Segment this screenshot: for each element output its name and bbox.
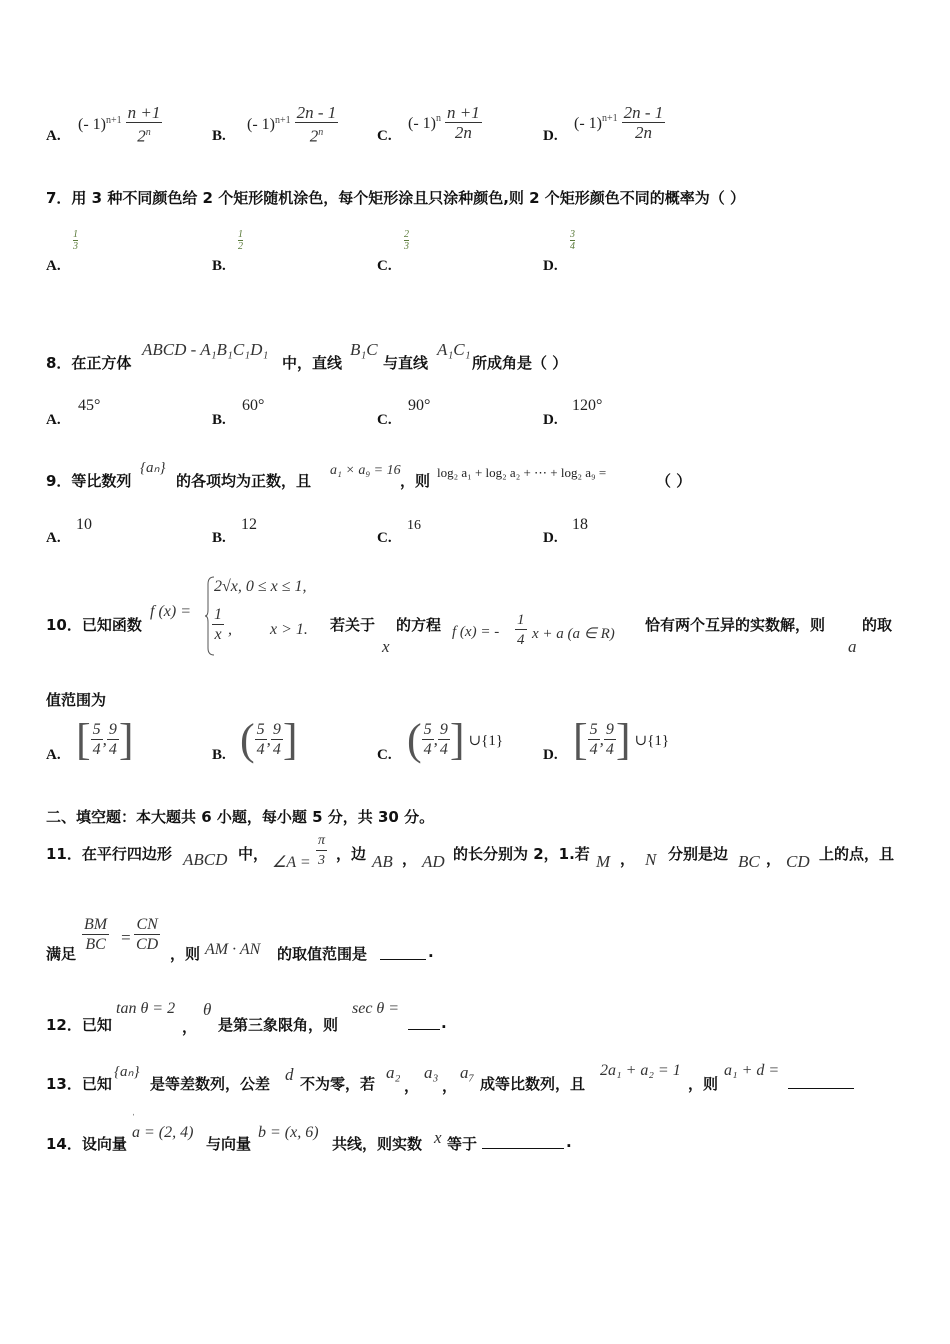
q9-expr: log₂ a₁ + log₂ a₂ + ⋯ + log₂ a₉ = [437,465,607,480]
q6-b-sign: (- 1) [247,116,275,134]
q11-fraction-1 [82,916,109,955]
q10-a-d1: 4 [92,740,101,758]
q7-c-num: 2 [404,229,409,240]
q11-f1-den: BC [85,936,106,953]
q14-mid3: 等于 [447,1135,478,1153]
q6-c-den: 2n [454,123,472,142]
q6-b-fraction [295,104,339,147]
q6-d-sign: (- 1) [574,114,602,132]
q10-d-n2: 9 [605,720,614,738]
q8-option-d-label[interactable]: D. [543,412,558,428]
q11-f2-den: CD [136,936,159,953]
q10-c-open: ( [407,715,422,764]
q6-d-num: 2n - 1 [623,103,664,122]
q11-mid4: 分别是边 [668,845,729,863]
q7-d-den: 4 [570,241,575,252]
q12-cond: tan θ = 2 [116,1000,176,1017]
q10-a-d2: 4 [108,740,117,758]
q6-option-b-expr [247,104,338,147]
q10-c-n1: 5 [423,720,432,738]
q10-case2-den: x [214,626,222,643]
q11-angle-den: 3 [318,853,325,868]
q14-va: a = (2, 4) [132,1124,194,1141]
q11-ab: AB [372,852,393,871]
q13-answer-blank[interactable] [788,1074,854,1093]
q11-m: M [596,852,611,871]
q9-option-a-label[interactable]: A. [46,530,61,546]
q11-comma2: ， [620,850,636,868]
q11-comma1: ， [402,850,418,868]
q6-a-exp: n+1 [105,114,122,126]
q10-line2: 值范围为 [46,691,107,709]
q6-d-exp: n+1 [601,113,618,124]
q8-line2: A₁C₁ [437,340,471,359]
q11-mid3: 的长分别为 2，1.若 [453,845,590,863]
q10-var-x: x [382,637,390,656]
q11-fraction-2 [134,916,160,955]
q12-mid: 是第三象限角，则 [218,1016,339,1034]
q7-option-d-label[interactable]: D. [543,258,558,274]
q12-answer-blank[interactable] [408,1015,440,1034]
q10-eq-fraction [515,611,527,650]
q11-f2-num: CN [136,916,158,933]
q14-prefix: 14．设向量 [46,1135,127,1153]
q11-answer-blank[interactable] [380,945,426,964]
q10-case2-cond: x > 1. [270,621,308,638]
q14-vb: b = (x, 6) [258,1124,319,1141]
q11-mid1: 中， [238,845,269,863]
q11-angle-fraction [316,832,327,871]
q12-end: . [441,1014,447,1032]
q9-option-c-value: 16 [407,518,421,533]
q9-option-b-value: 12 [241,516,257,533]
q7-option-a-label[interactable]: A. [46,258,61,274]
q11-prefix: 11．在平行四边形 [46,845,172,863]
q6-d-den: 2n [634,123,652,142]
q6-b-exp: n+1 [274,114,291,126]
q13-ask: a₁ + d = [724,1062,780,1079]
q9-cond: a₁ × a₉ = 16 [330,463,401,478]
q11-comma3: ， [766,850,782,868]
q10-a-n1: 5 [92,720,101,738]
q11-mid2: ，边 [336,845,367,863]
q13-a2: a₂ [386,1063,401,1082]
q11-suffix: 上的点，且 [819,845,895,863]
q9-option-b-label[interactable]: B. [212,530,226,546]
q14-mid2: 共线，则实数 [332,1135,423,1153]
q10-eq-num: 1 [517,612,525,628]
q13-prefix: 13．已知 [46,1075,112,1093]
exam-page: A. (- 1) $^{n+1}$ $\frac{n +1}{2^n}$ B. (- 1) $^{n+1}$ $\frac{2n - 1}{2^n}$ C. (- 1) $^n$ $\frac{n +1}{2n}$ D. (- 1) $^{n+1}$ $\frac{2n - 1}{2n}$ 7．用 3 种不同颜色给 2 个矩形随机涂色，每个矩形涂且只涂种颜色,则 2 个矩形颜色不同的概率为（ ） A. $\frac{1}{3}$ B. $\frac{1}{2}$ C. $\frac{2}{3}$ D. $\frac{3}{4}$ 8．在正方体 ABCD - A₁B₁C₁D₁ 中，直线 B₁C 与直线 A₁C₁ 所成角是（ ） A. 45° B. 60° C. 90° D. 120° 9．等比数列 {aₙ} 的各项均为正数，且 a₁ × a₉ = 16 ，则 log₂ a₁ + log₂ a₂ + ⋯ + log₂ a₉ = （ ） A. 10 B. 12 C. 16 D. 18 10．已知函数 f (x) = 2√x, 0 ≤ x ≤ 1, $\frac{1}{x}$ , x > 1. 若关于 x 的方程 f (x) = - $\frac{1}{4}$ x + a (a ∈ R) 恰有两个互异的实数解，则 a 的取 值范围为 A. [ $\frac{5}{4}$ , $\frac{9}{4}$ ] B. ( $\frac{5}{4}$ , $\frac{9}{4}$ ] C. ( $\frac{5}{4}$ , $\frac{9}{4}$ ] ∪{1} D. [ $\frac{5}{4}$ , $\frac{9}{4}$ ] ∪{1} 二、填空题：本大题共 6 小题，每小题 5 分，共 30 分。 11．在平行四边形 ABCD 中， ∠A = $\frac{\pi}{3}$ ，边 AB ， AD 的长分别为 2，1.若 M ， N 分别是边 BC ， CD 上的点，且 满足 $\frac{BM}{BC}$ = $\frac{CN}{CD}$ ，则 AM · AN 的取值范围是 . 12．已知 tan θ = 2 ， θ 是第三象限角，则 sec θ = . 13．已知 {aₙ} 是等差数列，公差 d 不为零，若 a₂ ， a₃ ， a₇ 成等比数列，且 2a₁ + a₂ = 1 ，则 a₁ + d = 14．设向量 ˈ a = (2, 4) 与向量 b = (x, 6) 共线，则实数 x 等于 . [46,103,895,1153]
q6-b-den: 2 [309,126,319,146]
q6-a-sign: (- 1) [78,116,106,134]
q11-f1-num: BM [84,916,108,933]
vector-arrow-icon: ˈ [132,1113,136,1124]
q14-end: . [566,1133,572,1151]
q12-sec: sec θ = [352,1000,400,1017]
q14-x: x [434,1128,442,1147]
q7-option-d-fraction [570,229,575,252]
q10-option-b-label[interactable]: B. [212,747,226,763]
q8-cube: ABCD - A₁B₁C₁D₁ [142,340,269,359]
q10-a-close: ] [118,715,134,764]
q11-dot: AM · AN [205,941,261,958]
q10-option-b-interval: ( $\frac{5}{4}$ , $\frac{9}{4}$ ] [240,715,298,764]
q11-angle: ∠A = [272,854,311,871]
q11-eq: = [120,928,132,947]
q11-cd: CD [786,852,810,871]
q9-mid1: 的各项均为正数，且 [176,472,312,490]
q10-b-d2: 4 [272,740,281,758]
q6-d-fraction [622,104,666,143]
q9-option-d-label[interactable]: D. [543,530,558,546]
q10-option-a-interval: [ $\frac{5}{4}$ , $\frac{9}{4}$ ] [76,715,134,764]
q7-option-b-label[interactable]: B. [212,258,226,274]
q10-prefix: 10．已知函数 [46,616,142,634]
q13-mid1: 是等差数列，公差 [150,1075,271,1093]
q10-d-extra: ∪{1} [634,732,670,749]
q8-option-c-value: 90° [408,397,431,414]
q10-case1: 2√x, 0 ≤ x ≤ 1, [214,578,307,595]
q11-n: N [645,850,657,869]
q10-b-n1: 5 [256,720,265,738]
q8-mid2: 与直线 [383,354,429,372]
q7-option-c-fraction [404,229,409,252]
q6-b-num: 2n - 1 [296,103,337,122]
q8-option-c-label[interactable]: C. [377,412,392,428]
q8-prefix: 8．在正方体 [46,354,132,372]
q10-d-d2: 4 [605,740,614,758]
q10-d-open: [ [573,715,588,764]
q7-b-den: 2 [238,241,243,252]
q6-c-fraction [445,104,482,143]
q10-option-d-interval: [ $\frac{5}{4}$ , $\frac{9}{4}$ ] ∪{1} [573,715,670,764]
q11-shape: ABCD [183,850,228,869]
q11-line2-prefix: 满足 [46,945,77,963]
q6-option-d-label[interactable]: D. [543,128,558,144]
q6-option-b-label[interactable]: B. [212,128,226,144]
q7-c-den: 3 [404,241,409,252]
section-2-heading: 二、填空题：本大题共 6 小题，每小题 5 分，共 30 分。 [46,808,435,826]
q9-seq: {aₙ} [140,460,166,476]
q8-option-b-label[interactable]: B. [212,412,226,428]
q10-mid3: 恰有两个互异的实数解，则 [645,616,826,634]
q6-option-c-label[interactable]: C. [377,128,392,144]
q10-option-d-label[interactable]: D. [543,747,558,763]
q10-eq-right: x + a (a ∈ R) [532,626,615,642]
q10-option-a-label[interactable]: A. [46,747,61,763]
q7-option-b-fraction [238,229,243,252]
q10-case2-fraction [212,606,224,645]
q6-c-exp: n [435,113,441,124]
q13-a7: a₇ [460,1063,475,1082]
q11-bc: BC [738,852,760,871]
q9-option-a-value: 10 [76,516,92,533]
q6-option-c-expr [408,104,482,143]
q11-ad: AD [422,852,445,871]
q8-mid1: 中，直线 [282,354,343,372]
q10-case2-num: 1 [214,606,222,623]
q7-d-num: 3 [570,229,575,240]
q12-theta: θ [203,1000,212,1019]
q6-option-d-expr [574,104,665,143]
q10-mid2: 的方程 [396,616,442,634]
q9-mid2: ，则 [400,472,431,490]
q14-mid1: 与向量 [206,1135,252,1153]
q6-a-num: n +1 [127,103,161,122]
q13-mid4: ，则 [688,1075,719,1093]
q10-c-d1: 4 [423,740,432,758]
q6-a-den-exp: n [145,127,151,138]
q12-prefix: 12．已知 [46,1016,112,1034]
q8-line1: B₁C [350,340,378,359]
q10-eq-den: 4 [517,632,525,648]
q10-c-n2: 9 [439,720,448,738]
q10-b-d1: 4 [256,740,265,758]
q11-line2-suffix: 的取值范围是 [277,945,368,963]
q9-option-c-label[interactable]: C. [377,530,392,546]
q13-cond: 2a₁ + a₂ = 1 [600,1062,681,1079]
q6-a-den: 2 [137,126,146,146]
q8-option-a-value: 45° [78,397,101,414]
q13-mid2: 不为零，若 [300,1075,376,1093]
q8-option-d-value: 120° [572,397,603,414]
q14-answer-blank[interactable] [482,1134,564,1153]
q13-seq: {aₙ} [114,1064,140,1080]
q11-angle-num: π [316,832,327,851]
q11-line2-mid: ，则 [170,945,201,963]
q13-mid3: 成等比数列，且 [480,1075,586,1093]
q7-a-den: 3 [73,241,78,252]
q7-b-num: 1 [238,229,243,240]
q6-a-fraction [126,104,163,147]
q12-comma: ， [182,1018,198,1036]
q10-d-n1: 5 [589,720,598,738]
q7-text: 7．用 3 种不同颜色给 2 个矩形随机涂色，每个矩形涂且只涂种颜色,则 2 个矩形颜色不同的概率为（ ） [46,189,746,207]
q7-option-c-label[interactable]: C. [377,258,392,274]
q10-c-d2: 4 [439,740,448,758]
q9-option-d-value: 18 [572,516,588,533]
q10-fx: f (x) = [150,603,191,620]
q10-mid1: 若关于 [330,616,376,634]
q10-option-c-interval: ( $\frac{5}{4}$ , $\frac{9}{4}$ ] ∪{1} [407,715,504,764]
q10-eq-left: f (x) = - [452,624,500,640]
q10-a-open: [ [76,715,91,764]
q10-a-n2: 9 [108,720,117,738]
q6-option-a-label[interactable]: A. [46,128,61,144]
q8-option-a-label[interactable]: A. [46,412,61,428]
q8-suffix: 所成角是（ ） [472,354,568,372]
q6-c-num: n +1 [446,103,480,122]
q10-d-d1: 4 [589,740,598,758]
q10-var-a: a [848,637,857,656]
q9-prefix: 9．等比数列 [46,472,132,490]
q9-suffix: （ ） [656,472,692,490]
q10-c-extra: ∪{1} [468,732,504,749]
q13-a3: a₃ [424,1063,439,1082]
q6-b-den-exp: n [318,127,324,138]
q6-option-a-expr [78,104,162,147]
q13-d: d [285,1065,294,1084]
q11-end: . [428,943,434,961]
q10-b-close: ] [282,715,298,764]
q10-d-close: ] [615,715,631,764]
q7-a-num: 1 [73,229,78,240]
q10-option-c-label[interactable]: C. [377,747,392,763]
q8-option-b-value: 60° [242,397,265,414]
q6-c-sign: (- 1) [408,114,436,132]
q10-c-close: ] [449,715,465,764]
q10-b-open: ( [240,715,255,764]
q10-b-n2: 9 [272,720,281,738]
q10-suffix: 的取 [862,616,893,634]
q7-option-a-fraction [73,229,78,252]
